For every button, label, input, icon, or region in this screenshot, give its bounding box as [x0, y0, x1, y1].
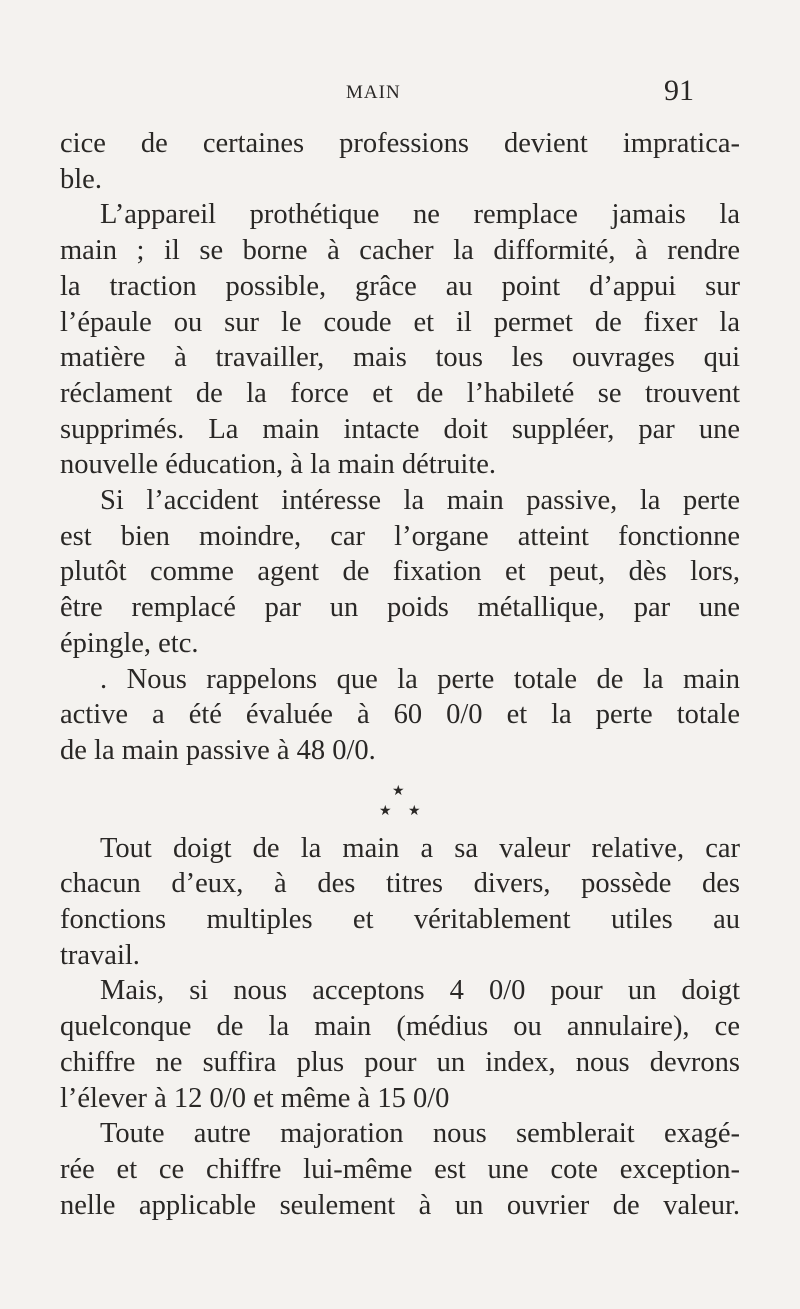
paragraph [60, 126, 740, 197]
text-line: chacun d’eux, à des titres divers, possède des [60, 868, 740, 900]
text-line: est bien moindre, car l’organe atteint fonctionne [60, 520, 740, 552]
text-line: la traction possible, grâce au point d’appui sur [60, 270, 740, 302]
star-icon: ★ [392, 782, 405, 799]
text-line: main ; il se borne à cacher la difformité, à rendre [60, 235, 740, 267]
text-line: réclament de la force et de l’habileté se trouvent [60, 377, 740, 409]
text-line: . Nous rappelons que la perte totale de la main [100, 663, 740, 695]
text-line: matière à travailler, mais tous les ouvrages qui [60, 342, 740, 374]
text-line: cice de certaines professions devient impratica- [60, 128, 740, 159]
page-number: 91 [664, 74, 694, 107]
text-line: nelle applicable seulement à un ouvrier de valeur. [60, 1189, 740, 1221]
paragraph [60, 831, 740, 974]
paragraph [60, 662, 740, 769]
text-line: de la main passive à 48 0/0. [60, 734, 376, 766]
text-line: active a été évaluée à 60 0/0 et la perte totale [60, 699, 740, 731]
body-text [60, 126, 740, 1223]
page-header [0, 70, 800, 110]
text-line: nouvelle éducation, à la main détruite. [60, 449, 497, 481]
text-line: quelconque de la main (médius ou annulaire), ce [60, 1011, 740, 1043]
text-line: épingle, etc. [60, 627, 199, 659]
paragraph [60, 197, 740, 483]
text-line: chiffre ne suffira plus pour un index, nous devrons [60, 1046, 740, 1078]
text-line: Toute autre majoration nous semblerait exagé- [100, 1118, 740, 1150]
text-line: l’élever à 12 0/0 et même à 15 0/0 [60, 1082, 450, 1114]
text-line: Tout doigt de la main a sa valeur relative, car [100, 832, 740, 864]
text-line: être remplacé par un poids métallique, par une [60, 592, 740, 624]
paragraph [60, 483, 740, 662]
text-line: L’appareil prothétique ne remplace jamais la [100, 199, 740, 231]
star-pair-icon: ★ ★ [379, 802, 427, 819]
text-line: ble. [60, 163, 102, 195]
text-line: rée et ce chiffre lui-même est une cote exception- [60, 1153, 740, 1185]
paragraph [60, 973, 740, 1116]
paragraph [60, 1116, 740, 1223]
text-line: plutôt comme agent de fixation et peut, dès lors, [60, 556, 740, 588]
text-line: Mais, si nous acceptons 4 0/0 pour un doigt [100, 975, 740, 1007]
text-line: fonctions multiples et véritablement utiles au [60, 904, 740, 936]
text-line: supprimés. La main intacte doit suppléer, par une [60, 413, 740, 445]
asterism-separator [60, 769, 740, 831]
text-line: travail. [60, 939, 140, 971]
text-line: l’épaule ou sur le coude et il permet de fixer la [60, 306, 740, 338]
running-title: MAIN [346, 82, 401, 103]
text-line: Si l’accident intéresse la main passive, la perte [100, 485, 740, 517]
